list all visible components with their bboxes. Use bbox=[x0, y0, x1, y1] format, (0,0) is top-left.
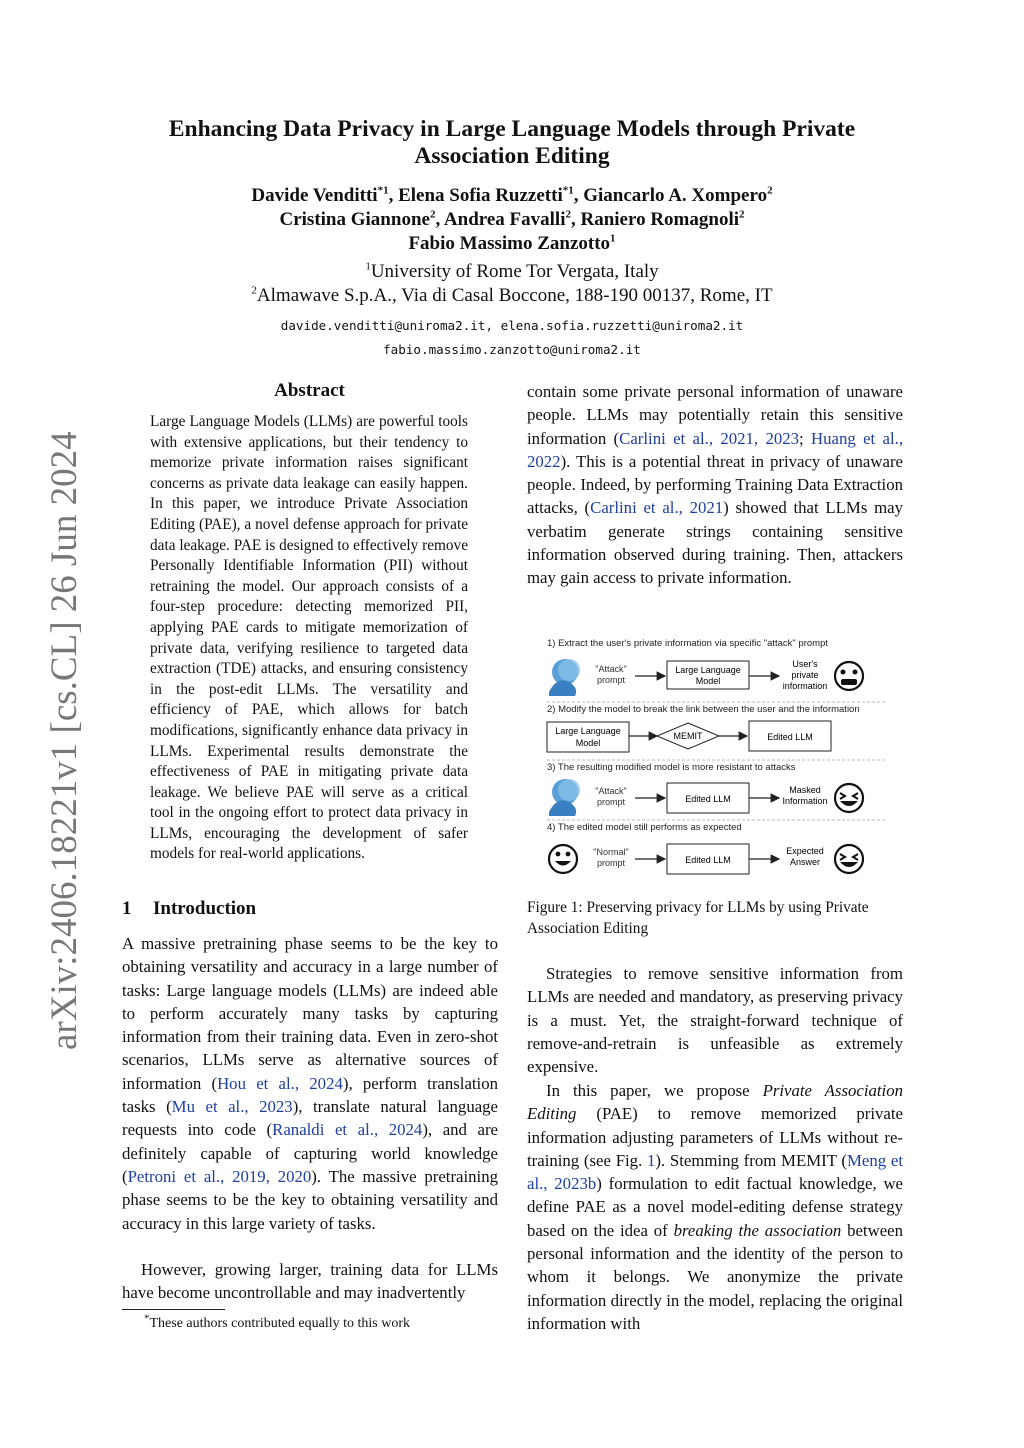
svg-text:MEMIT: MEMIT bbox=[673, 731, 703, 741]
author-line-1: Davide Venditti$^{*1}$, Elena Sofia Ruzzetti$^{*1}$, Giancarlo A. Xompero$^2$ bbox=[251, 184, 773, 206]
abstract-text: Large Language Models (LLMs) are powerful tools with extensive applications, but their tendency to memorize private information raises significant concerns as private data leakage can easily happen. In this paper, we introduce Private Association Editing (PAE), a novel defense approach for private data leakage. PAE is designed to effectively remove Personally Identifiable Information (PII) without retraining the model. Our approach consists of a four-step procedure: detecting memorized PII, applying PAE cards to mitigate memorization of private data, verifying resilience to targeted data extraction (TDE) attacks, and ensuring consistency in the post-edit LLMs. The versatility and efficiency of PAE, which allows for batch modifications, significantly enhance data privacy in LLMs. Experimental results demonstrate the effectiveness of PAE in mitigating private data leakage. We believe PAE will serve as a critical tool in the ongoing effort to protect data privacy in LLMs, encouraging the development of safer models for real-world applications. bbox=[150, 413, 468, 863]
email-list bbox=[0, 314, 1024, 362]
figure-step-4: 4) The edited model still performs as expected bbox=[547, 822, 742, 833]
svg-text:User's: User's bbox=[792, 659, 818, 669]
citation-link[interactable]: Carlini et al., 2021 bbox=[590, 498, 724, 518]
figure-ref-link[interactable]: 1 bbox=[647, 1150, 656, 1170]
grinning-face-icon bbox=[549, 845, 577, 873]
figure-step-3: 3) The resulting modified model is more resistant to attacks bbox=[547, 762, 796, 773]
svg-text:Masked: Masked bbox=[789, 785, 821, 795]
citation-link[interactable]: Huang et al., 2022 bbox=[527, 428, 904, 471]
right-paragraph-2: Strategies to remove sensitive information from LLMs are needed and mandatory, as preserving privacy is a must. Yet, the straight-forward technique of remove-and-retrain is unfeasible as extremely expensive. bbox=[527, 964, 903, 1077]
svg-text:Expected: Expected bbox=[786, 846, 824, 856]
affiliations bbox=[0, 260, 1024, 308]
right-paragraph-3: In this paper, we propose Private Association Editing (PAE) to remove memorized private information adjusting parameters of LLMs without re-training (see Fig. 1). Stemming from MEMIT (Meng et al., 2023b) formulation to edit factual knowledge, we define PAE as a novel model-editing defense strategy based on the idea of breaking the association between personal information and the identity of the person to whom it belongs. We anonymize the private information directly in the model, replacing the original information with bbox=[527, 1081, 904, 1333]
svg-text:Information: Information bbox=[782, 796, 828, 806]
author-line-3: Fabio Massimo Zanzotto$^1$ bbox=[408, 232, 616, 254]
citation-link[interactable]: Meng et al., 2023b bbox=[527, 1150, 903, 1194]
citation-link[interactable]: Petroni et al., 2019, 2020 bbox=[127, 1166, 312, 1186]
svg-text:"Attack": "Attack" bbox=[595, 664, 627, 674]
user-head-icon bbox=[549, 779, 580, 816]
author-name: Andrea Favalli bbox=[443, 209, 566, 230]
svg-text:Model: Model bbox=[575, 738, 601, 748]
author-line-2: Cristina Giannone$^2$, Andrea Favalli$^2$, Raniero Romagnoli$^2$ bbox=[279, 208, 745, 230]
svg-text:Answer: Answer bbox=[789, 857, 821, 867]
arxiv-identifier: arXiv:2406.18221v1 [cs.CL] 26 Jun 2024 bbox=[44, 431, 85, 1050]
author-name: Fabio Massimo Zanzotto bbox=[408, 233, 611, 254]
laughing-face-icon bbox=[835, 845, 863, 873]
paper-title: Enhancing Data Privacy in Large Language Models through Private Association Editing bbox=[168, 116, 856, 169]
footnote: *These authors contributed equally to this work bbox=[144, 1312, 410, 1331]
laughing-face-icon bbox=[835, 784, 863, 812]
author-list bbox=[0, 184, 1024, 256]
svg-text:Large Language: Large Language bbox=[555, 726, 621, 736]
citation-link[interactable]: Mu et al., 2023 bbox=[171, 1097, 293, 1117]
figure-step-2: 2) Modify the model to break the link between the user and the information bbox=[547, 704, 860, 715]
citation-link[interactable]: Hou et al., 2024 bbox=[217, 1073, 343, 1093]
svg-text:Model: Model bbox=[695, 676, 721, 686]
author-name: Raniero Romagnoli bbox=[580, 209, 739, 230]
affiliation: $^1$University of Rome Tor Vergata, Italy bbox=[365, 260, 659, 282]
right-paragraph-1: contain some private personal information of unaware people. LLMs may potentially retain this sensitive information (Carlini et al., 2021, 2023; Huang et al., 2022). This is a potential threat in privacy of unaware people. Indeed, by performing Training Data Extraction attacks, (Carlini et al., 2021) showed that LLMs may verbatim generate strings containing sensitive information observed during training. Then, attackers may gain access to private information. bbox=[527, 382, 904, 588]
svg-text:prompt: prompt bbox=[596, 858, 626, 868]
citation-link[interactable]: Ranaldi et al., 2024 bbox=[272, 1120, 423, 1140]
svg-text:"Normal": "Normal" bbox=[593, 847, 629, 857]
svg-text:Edited LLM: Edited LLM bbox=[685, 855, 731, 865]
svg-text:"Attack": "Attack" bbox=[595, 786, 627, 796]
footnote-rule bbox=[122, 1309, 225, 1310]
figure-step-1: 1) Extract the user's private information via specific "attack" prompt bbox=[547, 638, 829, 649]
intro-paragraph-1: A massive pretraining phase seems to be the key to obtaining versatility and accuracy in a large number of tasks: Large language models (LLMs) are indeed able to perform accurately many tasks by capturing information from their training data. Even in zero-shot scenarios, LLMs serve as alternative sources of information (Hou et al., 2024), perform translation tasks (Mu et al., 2023), translate natural language requests into code (Ranaldi et al., 2024), and are definitely capable of capturing world knowledge (Petroni et al., 2019, 2020). The massive pretraining phase seems to be the key to obtaining versatility and accuracy in this large variety of tasks. bbox=[122, 934, 499, 1233]
author-name: Cristina Giannone bbox=[279, 209, 430, 230]
email-line: fabio.massimo.zanzotto@uniroma2.it bbox=[383, 342, 641, 357]
fearful-face-icon bbox=[835, 662, 863, 690]
svg-text:Edited LLM: Edited LLM bbox=[685, 794, 731, 804]
author-name: Davide Venditti bbox=[251, 185, 378, 206]
figure-1-diagram bbox=[527, 632, 907, 882]
author-name: Giancarlo A. Xompero bbox=[583, 185, 768, 206]
svg-text:Large Language: Large Language bbox=[675, 665, 741, 675]
abstract-heading: Abstract bbox=[274, 380, 345, 401]
intro-paragraph-2: However, growing larger, training data for LLMs have become uncontrollable and may inadvertently bbox=[122, 1260, 498, 1303]
author-name: Elena Sofia Ruzzetti bbox=[398, 185, 563, 206]
svg-text:prompt: prompt bbox=[596, 675, 626, 685]
email-line: davide.venditti@uniroma2.it, elena.sofia.ruzzetti@uniroma2.it bbox=[280, 318, 744, 333]
section-heading: 1 Introduction bbox=[122, 898, 257, 919]
affiliation: $^2$Almawave S.p.A., Via di Casal Boccone, 188-190 00137, Rome, IT bbox=[251, 284, 773, 306]
figure-caption: Figure 1: Preserving privacy for LLMs by using Private Association Editing bbox=[527, 899, 869, 937]
svg-text:private: private bbox=[791, 670, 819, 680]
user-head-icon bbox=[549, 659, 580, 696]
svg-text:Edited LLM: Edited LLM bbox=[767, 732, 813, 742]
svg-text:information: information bbox=[782, 681, 828, 691]
citation-link[interactable]: Carlini et al., 2021, 2023 bbox=[619, 428, 800, 448]
svg-text:prompt: prompt bbox=[596, 797, 626, 807]
